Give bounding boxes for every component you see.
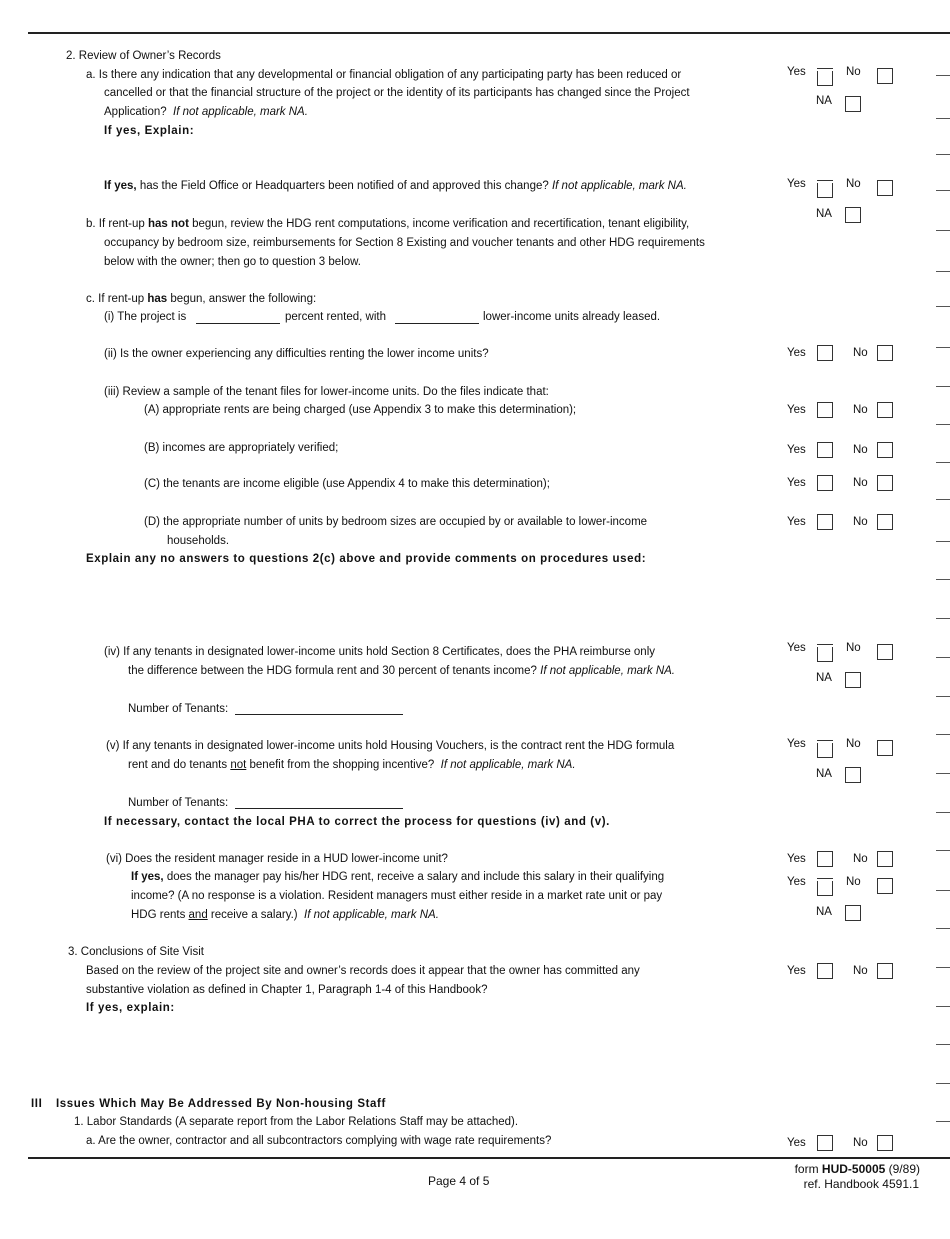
percent-rented-field[interactable] (196, 311, 280, 324)
q2c-A-yes-checkbox[interactable] (817, 402, 833, 418)
section-III-item1a: a. Are the owner, contractor and all subcontractors complying with wage rate requirements? (86, 1135, 552, 1147)
q2a-notified-no-label: No (846, 178, 861, 190)
bottom-rule (28, 1157, 950, 1159)
q2c-ii: (ii) Is the owner experiencing any difficulties renting the lower income units? (104, 348, 489, 360)
q2a-notified-no-checkbox[interactable] (877, 180, 893, 196)
q2c-D-no-checkbox[interactable] (877, 514, 893, 530)
q2c-C-no-checkbox[interactable] (877, 475, 893, 491)
q2c-iv-no-label: No (846, 642, 861, 654)
q2c-iii-C: (C) the tenants are income eligible (use Appendix 4 to make this determination); (144, 478, 550, 490)
q2a-yes-label: Yes (787, 66, 806, 78)
q2a-notified-na-checkbox[interactable] (845, 207, 861, 223)
section-III-title: Issues Which May Be Addressed By Non-housing Staff (56, 1098, 386, 1110)
q2a-line1: a. Is there any indication that any developmental or financial obligation of any participating party has been reduced or (86, 69, 682, 81)
q2a-no-checkbox[interactable] (877, 68, 893, 84)
section-3-title: 3. Conclusions of Site Visit (68, 946, 204, 958)
q2c-iv-yes-checkbox[interactable] (817, 647, 833, 662)
section-III-1a-yes-label: Yes (787, 1137, 806, 1149)
section-3-explain: If yes, explain: (86, 1002, 175, 1014)
section-III-numeral: III (31, 1098, 43, 1110)
section-III-1a-no-checkbox[interactable] (877, 1135, 893, 1151)
section-III-item1: 1. Labor Standards (A separate report from the Labor Relations Staff may be attached). (74, 1116, 519, 1128)
top-rule (28, 32, 950, 34)
q2c-vi-na-checkbox[interactable] (845, 905, 861, 921)
section-2-title: 2. Review of Owner’s Records (66, 50, 221, 62)
q2c-C-yes-checkbox[interactable] (817, 475, 833, 491)
q2a-line3: Application? If not applicable, mark NA. (104, 106, 308, 118)
q2c-iv-line1: (iv) If any tenants in designated lower-income units hold Section 8 Certificates, does the PHA reimburse only (104, 646, 656, 658)
section-III-1a-yes-checkbox[interactable] (817, 1135, 833, 1151)
q2b-line2: occupancy by bedroom size, reimbursements for Section 8 Existing and voucher tenants and other HDG requirements (104, 237, 705, 249)
q2c-B-no-checkbox[interactable] (877, 442, 893, 458)
q2c-v-na-label: NA (816, 768, 832, 780)
q2c-D-no-label: No (853, 516, 868, 528)
q2c-v-no-label: No (846, 738, 861, 750)
q2a-yes-checkbox[interactable] (817, 71, 833, 86)
q2c-B-yes-checkbox[interactable] (817, 442, 833, 458)
q2c-vi-line2: If yes, does the manager pay his/her HDG rent, receive a salary and include this salary in their qualifying (131, 871, 665, 883)
q2a-notified: If yes, has the Field Office or Headquarters been notified of and approved this change? If not applicable, mark NA. (104, 180, 687, 192)
section-III-1a-no-label: No (853, 1137, 868, 1149)
q2a-notified-yes-checkbox[interactable] (817, 183, 833, 198)
q2c-iv-yes-label: Yes (787, 642, 806, 654)
q2c-iii-B: (B) incomes are appropriately verified; (144, 442, 339, 454)
q2c-A-yes-label: Yes (787, 404, 806, 416)
q2c-ii-no-checkbox[interactable] (877, 345, 893, 361)
q2c-vi-yes-checkbox[interactable] (817, 851, 833, 867)
iv-num-tenants-label: Number of Tenants: (128, 703, 229, 715)
section-3-yes-label: Yes (787, 965, 806, 977)
units-leased-field[interactable] (395, 311, 479, 324)
iv-num-tenants-field[interactable] (235, 702, 403, 715)
q2c-B-no-label: No (853, 444, 868, 456)
q2c-D-yes-label: Yes (787, 516, 806, 528)
q2c-D-yes-checkbox[interactable] (817, 514, 833, 530)
q2c-vi-no-label: No (853, 853, 868, 865)
q2a-notified-yes-label: Yes (787, 178, 806, 190)
q2c-iv-na-label: NA (816, 672, 832, 684)
page-number: Page 4 of 5 (428, 1174, 490, 1188)
q2c-vi-yes-label: Yes (787, 853, 806, 865)
section-3-no-label: No (853, 965, 868, 977)
q2a-na-checkbox[interactable] (845, 96, 861, 112)
q2c-vi-pay-no-checkbox[interactable] (877, 878, 893, 894)
q2c-iv-no-checkbox[interactable] (877, 644, 893, 660)
q2c-A-no-label: No (853, 404, 868, 416)
v-num-tenants-field[interactable] (235, 796, 403, 809)
q2c-i-part1: (i) The project is (104, 311, 187, 323)
q2c-iv-line2: the difference between the HDG formula rent and 30 percent of tenants income? If not applicable, mark NA. (128, 665, 676, 677)
q2c-iii-D-line1: (D) the appropriate number of units by bedroom sizes are occupied by or available to lower-income (144, 516, 648, 528)
section-3-line1: Based on the review of the project site and owner’s records does it appear that the owner has committed any (86, 965, 640, 977)
q2c-iv-na-checkbox[interactable] (845, 672, 861, 688)
handbook-ref: ref. Handbook 4591.1 (803, 1177, 919, 1191)
q2c-v-yes-label: Yes (787, 738, 806, 750)
q2a-notified-na-label: NA (816, 208, 832, 220)
section-3-no-checkbox[interactable] (877, 963, 893, 979)
q2c-A-no-checkbox[interactable] (877, 402, 893, 418)
q2c-B-yes-label: Yes (787, 444, 806, 456)
q2c-v-yes-checkbox[interactable] (817, 743, 833, 758)
q2c-ii-yes-label: Yes (787, 347, 806, 359)
q2c-ii-yes-checkbox[interactable] (817, 345, 833, 361)
q2b-line3: below with the owner; then go to question 3 below. (104, 256, 362, 268)
section-3-line2: substantive violation as defined in Chapter 1, Paragraph 1-4 of this Handbook? (86, 984, 488, 996)
q2c-iii: (iii) Review a sample of the tenant files for lower-income units. Do the files indicate that: (104, 386, 549, 398)
q2b-line1: b. If rent-up has not begun, review the HDG rent computations, income verification and recertification, tenant eligibility, (86, 218, 690, 230)
q2a-na-label: NA (816, 95, 832, 107)
q2c-vi-pay-yes-checkbox[interactable] (817, 881, 833, 896)
q2c-vi-line4: HDG rents and receive a salary.) If not applicable, mark NA. (131, 909, 439, 921)
q2a-no-label: No (846, 66, 861, 78)
q2c-vi-pay-no-label: No (846, 876, 861, 888)
q2c-i-part2: percent rented, with (285, 311, 387, 323)
q2c-iii-A: (A) appropriate rents are being charged (use Appendix 3 to make this determination); (144, 404, 577, 416)
q2c-v-na-checkbox[interactable] (845, 767, 861, 783)
q2c-vi-line1: (vi) Does the resident manager reside in a HUD lower-income unit? (106, 853, 448, 865)
q2c-i-part3: lower-income units already leased. (483, 311, 661, 323)
q2a-line2: cancelled or that the financial structure of the project or the identity of its participants has changed since the Project (104, 87, 690, 99)
q2c-vi-no-checkbox[interactable] (877, 851, 893, 867)
q2c-v-line2: rent and do tenants not benefit from the shopping incentive? If not applicable, mark NA. (128, 759, 576, 771)
q2c-C-no-label: No (853, 477, 868, 489)
v-num-tenants-label: Number of Tenants: (128, 797, 229, 809)
q2c-v-no-checkbox[interactable] (877, 740, 893, 756)
section-3-yes-checkbox[interactable] (817, 963, 833, 979)
contact-pha-note: If necessary, contact the local PHA to correct the process for questions (iv) and (v). (104, 816, 610, 828)
q2c-line1: c. If rent-up has begun, answer the following: (86, 293, 317, 305)
q2c-ii-no-label: No (853, 347, 868, 359)
q2c-iii-D-line2: households. (167, 535, 230, 547)
q2a-explain-label: If yes, Explain: (104, 125, 195, 137)
form-number: form HUD-50005 (9/89) (794, 1162, 920, 1176)
q2c-v-line1: (v) If any tenants in designated lower-income units hold Housing Vouchers, is the contract rent the HDG formula (106, 740, 675, 752)
q2c-C-yes-label: Yes (787, 477, 806, 489)
explain-no-answers: Explain any no answers to questions 2(c) above and provide comments on procedures used: (86, 553, 647, 565)
q2c-vi-line3: income? (A no response is a violation. Resident managers must either reside in a market rate unit or pay (131, 890, 663, 902)
q2c-vi-pay-yes-label: Yes (787, 876, 806, 888)
q2c-vi-na-label: NA (816, 906, 832, 918)
